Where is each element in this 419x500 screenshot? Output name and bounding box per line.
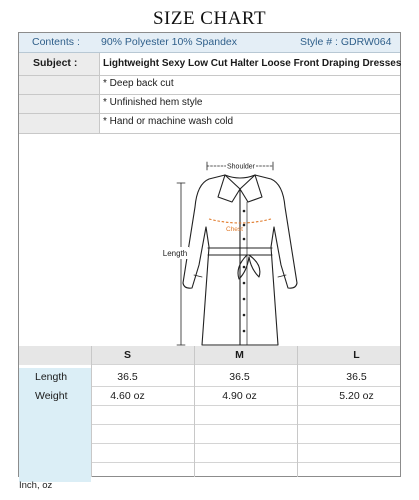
table-cell xyxy=(297,406,400,425)
shoulder-label: Shoulder xyxy=(226,163,256,171)
table-row xyxy=(19,444,400,463)
table-cell: 36.5 xyxy=(346,371,367,383)
feature-item: * Deep back cut xyxy=(103,78,174,89)
table-cell xyxy=(91,463,194,482)
column-divider xyxy=(194,346,195,477)
subject-text: Lightweight Sexy Low Cut Halter Loose Front Draping Dresses xyxy=(103,58,402,69)
table-cell xyxy=(194,425,297,444)
table-header-cell: L xyxy=(353,349,360,361)
table-cell xyxy=(194,463,297,482)
table-header-cell: S xyxy=(123,349,131,361)
length-label: Length xyxy=(162,249,188,258)
contents-label: Contents : xyxy=(32,36,80,48)
table-row xyxy=(19,425,400,444)
table-row xyxy=(19,387,400,406)
table-header-row xyxy=(19,346,400,365)
feature-item: * Hand or machine wash cold xyxy=(103,116,234,127)
subject-label: Subject : xyxy=(19,53,99,75)
style-number: Style # : GDRW064 xyxy=(300,36,392,48)
table-cell: 36.5 xyxy=(117,371,138,383)
table-cell: 5.20 oz xyxy=(339,390,374,402)
table-cell xyxy=(194,444,297,463)
table-cell: 4.90 oz xyxy=(222,390,257,402)
table-header-cell xyxy=(19,346,91,365)
size-chart-frame xyxy=(18,32,401,477)
feature-item: * Unfinished hem style xyxy=(103,97,203,108)
table-cell xyxy=(19,406,91,425)
table-cell xyxy=(91,406,194,425)
table-cell xyxy=(91,425,194,444)
table-cell: Weight xyxy=(19,387,91,406)
table-cell: 4.60 oz xyxy=(110,390,145,402)
table-cell xyxy=(194,406,297,425)
table-cell: Length xyxy=(19,368,91,387)
features-label-column xyxy=(19,75,99,133)
table-cell xyxy=(297,463,400,482)
page-title: SIZE CHART xyxy=(152,8,267,29)
table-cell xyxy=(19,444,91,463)
table-cell: 36.5 xyxy=(229,371,250,383)
coat-diagram xyxy=(139,155,349,357)
chest-label: Chest xyxy=(226,226,243,233)
material-text: 90% Polyester 10% Spandex xyxy=(101,36,238,48)
table-row xyxy=(19,406,400,425)
column-divider xyxy=(91,346,92,477)
table-header-cell: M xyxy=(235,349,244,361)
table-cell xyxy=(19,425,91,444)
contents-row xyxy=(19,33,400,53)
column-divider xyxy=(297,346,298,477)
table-row xyxy=(19,368,400,387)
units-note: Inch, oz xyxy=(19,480,53,491)
table-cell xyxy=(297,425,400,444)
table-cell xyxy=(91,444,194,463)
table-row xyxy=(19,463,400,482)
table-cell xyxy=(297,444,400,463)
row-divider xyxy=(19,133,400,134)
